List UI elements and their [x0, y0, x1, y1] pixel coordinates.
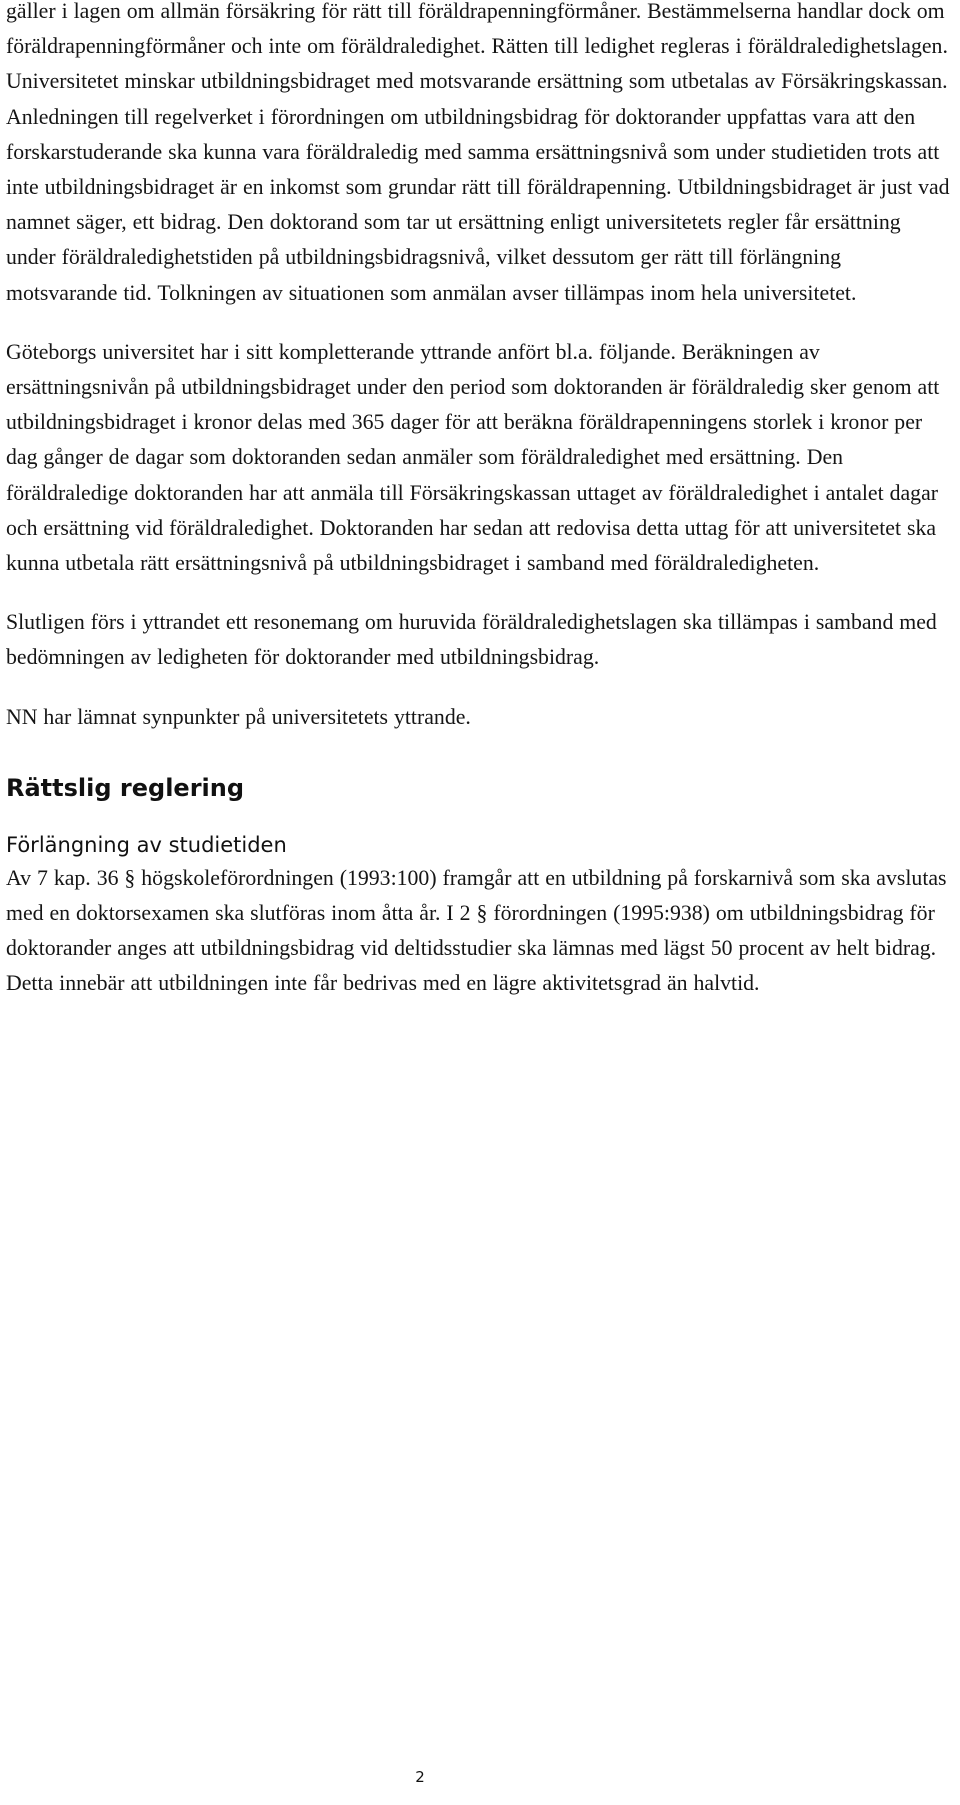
heading-spacer [6, 805, 956, 829]
paragraph-university-supplementary-statement [6, 335, 956, 581]
paragraph-text: Göteborgs universitet har i sitt kompletterande yttrande anfört bl.a. följande. Beräkningen av ersättningsnivån på utbildningsbidraget under den period som doktoranden är föräldraledig sker genom att utbildningsbidraget i kronor delas med 365 dager för att beräkna föräldrapenningens storlek i kronor per dag gånger de dagar som doktoranden sedan anmäler som föräldraledighet med ersättning. Den föräldraledige doktoranden har att anmäla till Försäkringskassan uttaget av föräldraledighet i antalet dagar och ersättning vid föräldraledighet. Doktoranden har sedan att redovisa detta uttag för att universitetet ska kunna utbetala rätt ersättningsnivå på utbildningsbidraget i samband med föräldraledigheten. [6, 339, 940, 576]
paragraph-spacer [6, 676, 956, 700]
subsection-heading-extension-study-period: Förlängning av studietiden [6, 832, 287, 857]
paragraph-parental-benefit-context [6, 0, 956, 311]
section-spacer [6, 735, 956, 771]
paragraph-text: Av 7 kap. 36 § högskoleförordningen (1993:100) framgår att en utbildning på forskarnivå som ska avslutas med en doktorsexamen ska slutföras inom åtta år. I 2 § förordningen (1995:938) om utbildningsbidrag för doktorander anges att utbildningsbidrag vid deltidsstudier ska lämnas med lägst 50 procent av helt bidrag. Detta innebär att utbildningen inte får bedrivas med en lägre aktivitetsgrad än halvtid. [6, 865, 947, 996]
paragraph-nn-comments [6, 700, 956, 735]
paragraph-text: Slutligen förs i yttrandet ett resonemang om huruvida föräldraledighetslagen ska tillämpas i samband med bedömningen av ledigheten för doktorander med utbildningsbidrag. [6, 610, 937, 670]
section-heading-legal-regulation: Rättslig reglering [6, 773, 245, 802]
paragraph-text: gäller i lagen om allmän försäkring för rätt till föräldrapenningförmåner. Bestämmelserna handlar dock om föräldrapenningförmåner och inte om föräldraledighet. Rätten till ledighet regleras i föräldraledighetslagen. Universitetet minskar utbildningsbidraget med motsvarande ersättning som utbetalas av Försäkringskassan. Anledningen till regelverket i förordningen om utbildningsbidrag för doktorander uppfattas vara att den forskarstuderande ska kunna vara föräldraledig med samma ersättningsnivå som under studietiden trots att inte utbildningsbidraget är en inkomst som grundar rätt till föräldrapenning. Utbildningsbidraget är just vad namnet säger, ett bidrag. Den doktorand som tar ut ersättning enligt universitetets regler får ersättning under föräldraledighetstiden på utbildningsbidragsnivå, vilket dessutom ger rätt till förlängning motsvarande tid. Tolkningen av situationen som anmälan avser tillämpas inom hela universitetet. [6, 0, 950, 305]
paragraph-reasoning-parental-leave-act [6, 605, 956, 675]
paragraph-regulation-text [6, 861, 956, 1002]
paragraph-spacer [6, 581, 956, 605]
document-page [6, 0, 956, 1002]
paragraph-spacer [6, 311, 956, 335]
page-number: 2 [415, 1768, 425, 1786]
paragraph-text: NN har lämnat synpunkter på universitetets yttrande. [6, 704, 471, 729]
